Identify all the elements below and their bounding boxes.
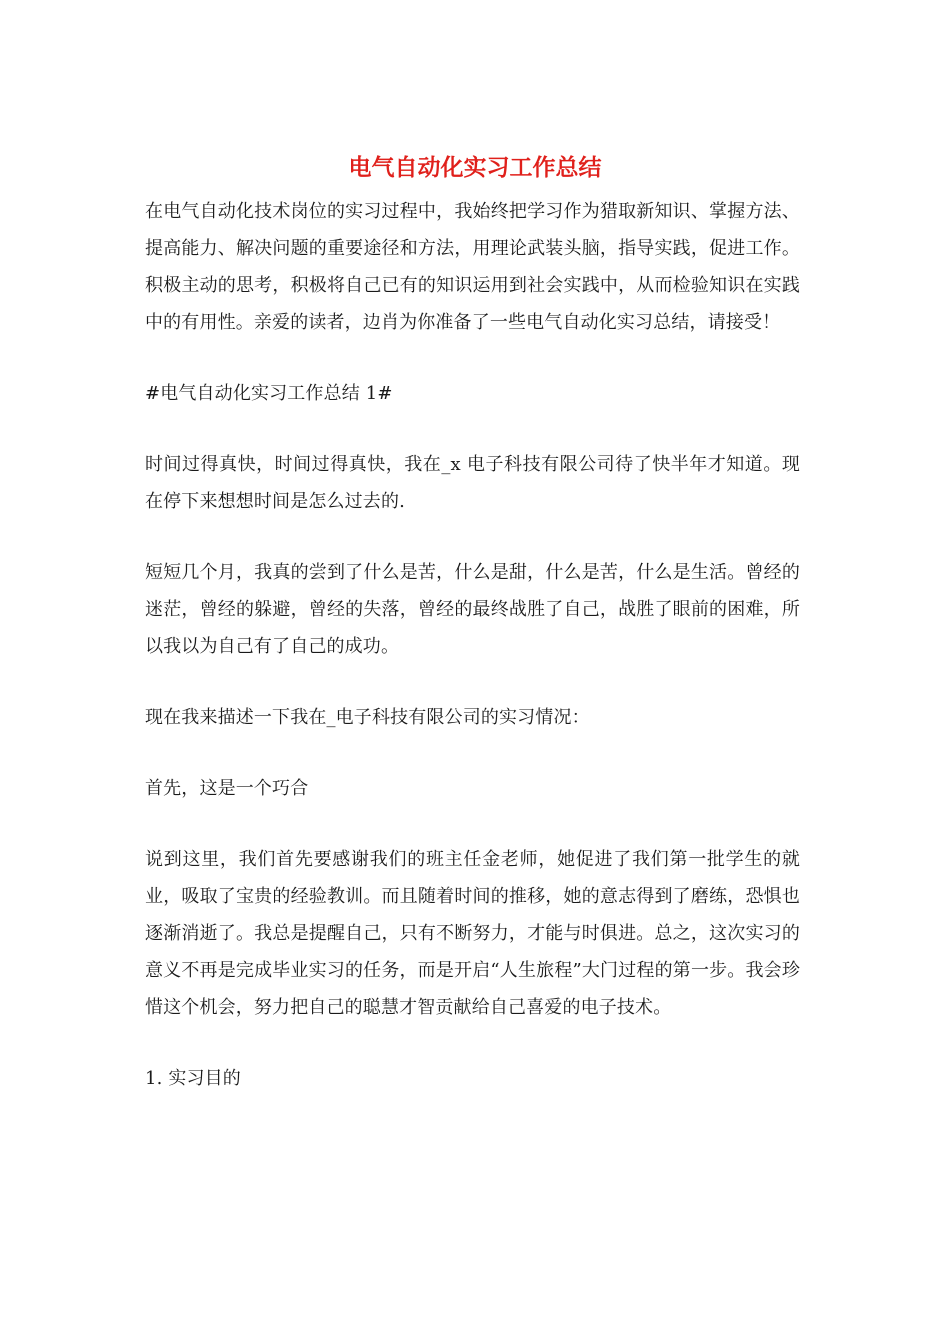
document-body (145, 193, 800, 1097)
intro-paragraph: 在电气自动化技术岗位的实习过程中，我始终把学习作为猎取新知识、掌握方法、提高能力、解决问题的重要途径和方法，用理论武装头脑，指导实践，促进工作。积极主动的思考，积极将自己已有的知识运用到社会实践中，从而检验知识在实践中的有用性。亲爱的读者，边肖为你准备了一些电气自动化实习总结，请接受！ (145, 201, 800, 333)
body-paragraph: 时间过得真快，时间过得真快，我在_x 电子科技有限公司待了快半年才知道。现在停下来想想时间是怎么过去的. (145, 454, 800, 512)
section-heading-1: #电气自动化实习工作总结 1# (145, 383, 393, 404)
body-paragraph: 现在我来描述一下我在_电子科技有限公司的实习情况： (145, 707, 590, 728)
body-paragraph: 说到这里，我们首先要感谢我们的班主任金老师，她促进了我们第一批学生的就业，吸取了宝贵的经验教训。而且随着时间的推移，她的意志得到了磨练，恐惧也逐渐消逝了。我总是提醒自己，只有不断努力，才能与时俱进。总之，这次实习的意义不再是完成毕业实习的任务，而是开启“人生旅程”大门过程的第一步。我会珍惜这个机会，努力把自己的聪慧才智贡献给自己喜爱的电子技术。 (145, 849, 800, 1018)
document-title: 电气自动化实习工作总结 (348, 154, 602, 181)
body-paragraph: 首先，这是一个巧合 (145, 778, 309, 799)
subsection-heading: 1. 实习目的 (145, 1068, 241, 1089)
body-paragraph: 短短几个月，我真的尝到了什么是苦，什么是甜，什么是苦，什么是生活。曾经的迷茫，曾经的躲避，曾经的失落，曾经的最终战胜了自己，战胜了眼前的困难，所以我以为自己有了自己的成功。 (145, 562, 800, 657)
